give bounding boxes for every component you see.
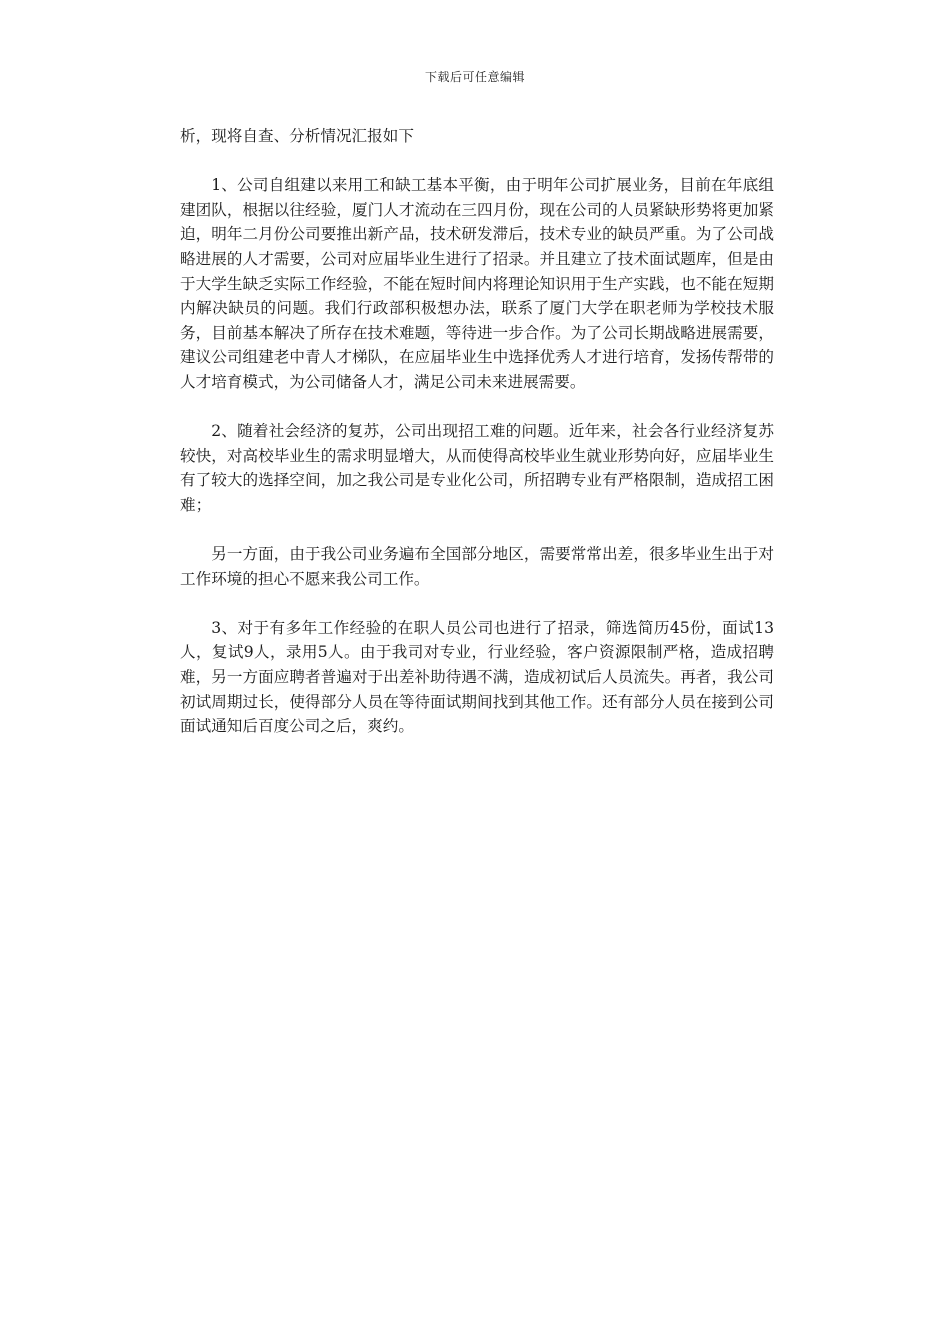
paragraph-gap	[180, 591, 774, 616]
paragraph-intro: 析，现将自查、分析情况汇报如下	[180, 127, 414, 145]
paragraph-point-2: 2、随着社会经济的复苏，公司出现招工难的问题。近年来，社会各行业经济复苏较快，对高校毕业生的需求明显增大，从而使得高校毕业生就业形势向好，应届毕业生有了较大的选择空间，加之我公司是专业化公司，所招聘专业有严格限制，造成招工困难；	[180, 422, 774, 514]
paragraph-other-aspect: 另一方面，由于我公司业务遍布全国部分地区，需要常常出差，很多毕业生出于对工作环境的担心不愿来我公司工作。	[180, 545, 774, 588]
paragraph-gap	[180, 395, 774, 420]
page-header: 下载后可任意编辑	[424, 70, 525, 84]
paragraph-gap	[180, 518, 774, 543]
paragraph-gap	[180, 149, 774, 174]
document-body	[180, 124, 774, 739]
paragraph-point-3: 3、对于有多年工作经验的在职人员公司也进行了招录，筛选简历45份，面试13人，复试9人，录用5人。由于我司对专业，行业经验，客户资源限制严格，造成招聘难，另一方面应聘者普遍对于出差补助待遇不满，造成初试后人员流失。再者，我公司初试周期过长，使得部分人员在等待面试期间找到其他工作。还有部分人员在接到公司面试通知后百度公司之后，爽约。	[180, 618, 774, 736]
paragraph-point-1: 1、公司自组建以来用工和缺工基本平衡，由于明年公司扩展业务，目前在年底组建团队，根据以往经验，厦门人才流动在三四月份，现在公司的人员紧缺形势将更加紧迫，明年二月份公司要推出新产品，技术研发滞后，技术专业的缺员严重。为了公司战略进展的人才需要，公司对应届毕业生进行了招录。并且建立了技术面试题库，但是由于大学生缺乏实际工作经验，不能在短时间内将理论知识用于生产实践，也不能在短期内解决缺员的问题。我们行政部积极想办法，联系了厦门大学在职老师为学校技术服务，目前基本解决了所存在技术难题，等待进一步合作。为了公司长期战略进展需要，建议公司组建老中青人才梯队，在应届毕业生中选择优秀人才进行培育，发扬传帮带的人才培育模式，为公司储备人才，满足公司未来进展需要。	[180, 176, 774, 391]
